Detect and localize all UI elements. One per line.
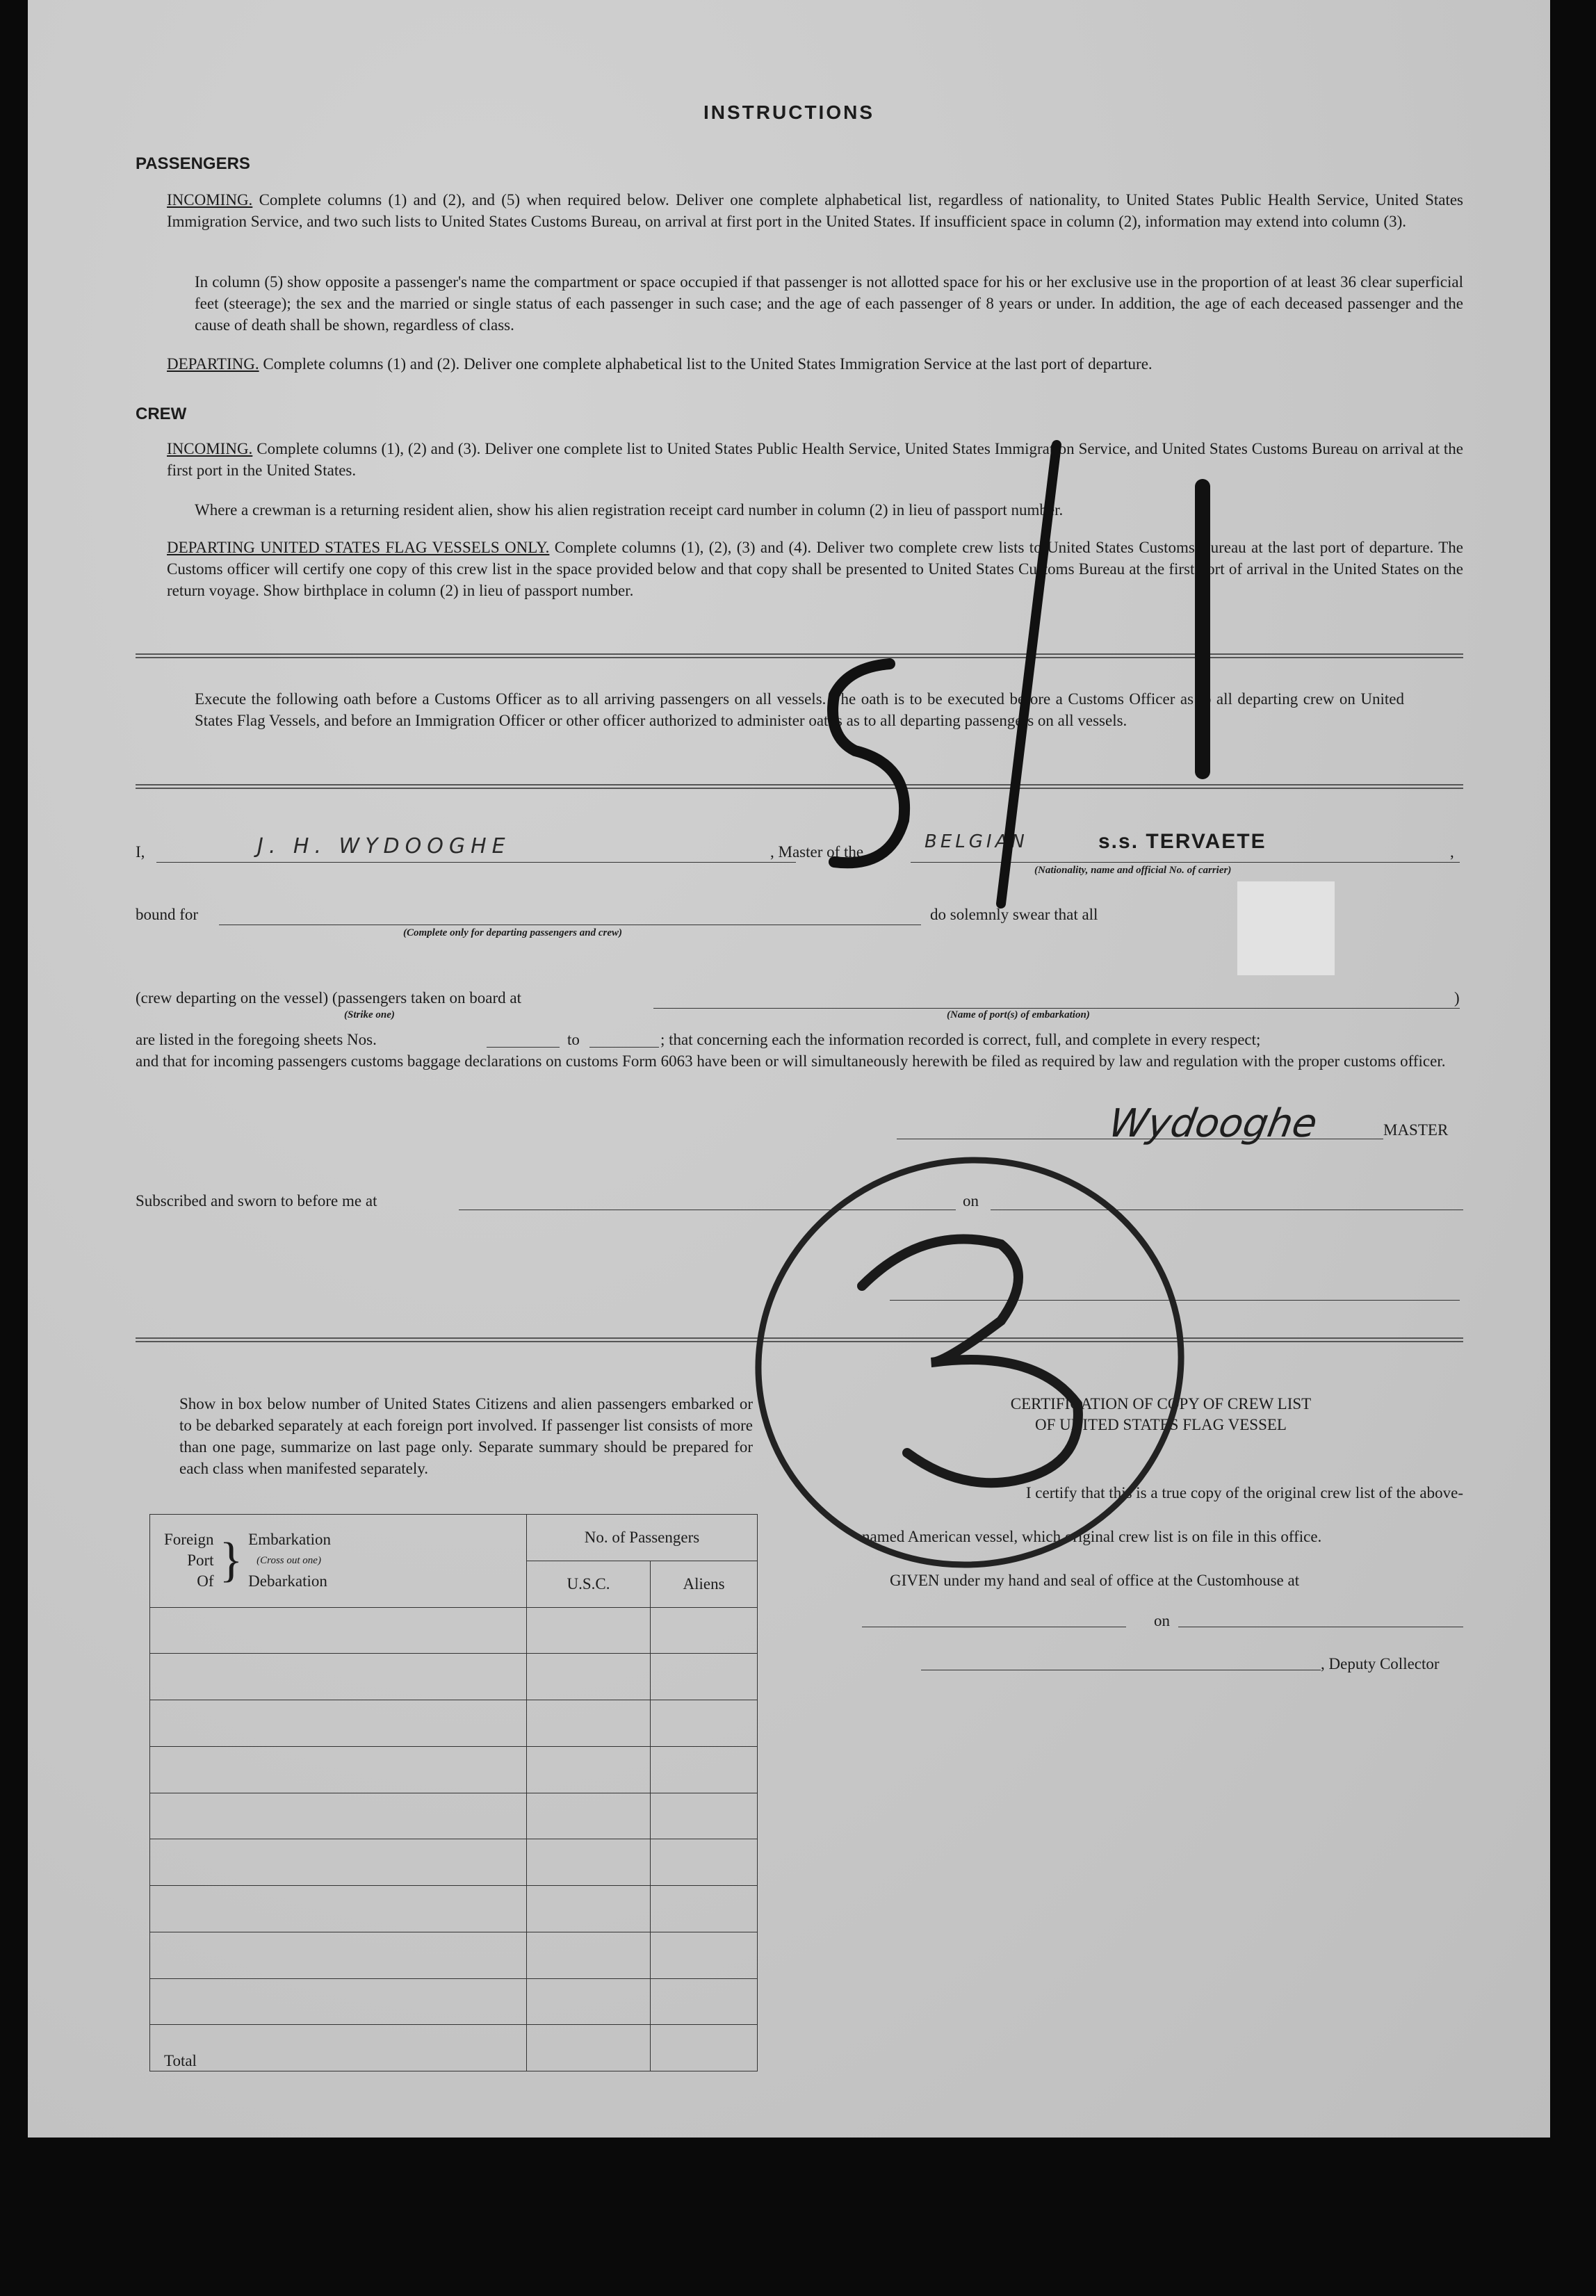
cross-out-note: (Cross out one) bbox=[256, 1555, 321, 1567]
handwritten-slash bbox=[1001, 445, 1057, 904]
carrier-note: (Nationality, name and official No. of carrier) bbox=[1034, 865, 1232, 876]
usc-header: U.S.C. bbox=[527, 1561, 651, 1607]
baggage-text: and that for incoming passengers customs baggage declarations on customs Form 6063 have been or will simultaneously herewith be filed as required by law and regulation with the proper customs officer. bbox=[136, 1052, 1446, 1070]
passengers-incoming-text: Complete columns (1) and (2), and (5) when required below. Deliver one complete alphabetical list, regardless of nationality, to United States Public Health Service, United States Immigration Service, and two such lists to United States Customs Bureau, on arrival at first port in the United States. If insufficient space in column (2), information may extend into column (3). bbox=[167, 191, 1464, 230]
oath-i-label: I, bbox=[136, 843, 145, 861]
subscribed-on-label: on bbox=[963, 1192, 979, 1210]
embarkation-label: Embarkation bbox=[248, 1531, 331, 1549]
passengers-heading: PASSENGERS bbox=[136, 154, 250, 173]
brace: } bbox=[219, 1533, 243, 1588]
subscribed-label: Subscribed and sworn to before me at bbox=[136, 1192, 377, 1210]
no-passengers-header: No. of Passengers bbox=[527, 1515, 758, 1561]
handwritten-marks bbox=[28, 0, 1550, 2138]
col1-foreign: Foreign bbox=[164, 1531, 214, 1549]
passengers-departing-label: DEPARTING. bbox=[167, 355, 259, 373]
master-label: MASTER bbox=[1383, 1121, 1449, 1139]
handwritten-five bbox=[833, 664, 904, 863]
nationality-handwritten: BELGIAN bbox=[925, 831, 1028, 852]
certification-text-3: GIVEN under my hand and seal of office at the Customhouse at bbox=[890, 1572, 1300, 1589]
vessel-name-stamp: s.s. TERVAETE bbox=[1098, 830, 1267, 853]
debarkation-label: Debarkation bbox=[248, 1572, 327, 1590]
port-note: (Name of port(s) of embarkation) bbox=[947, 1009, 1090, 1020]
listed-text-2: ; that concerning each the information recorded is correct, full, and complete in every respect; bbox=[660, 1031, 1261, 1048]
master-of-label: , Master of the bbox=[770, 843, 864, 861]
passengers-incoming-label: INCOMING. bbox=[167, 191, 253, 209]
deputy-collector-label: , Deputy Collector bbox=[1321, 1655, 1440, 1672]
certification-text-1: I certify that this is a true copy of the original crew list of the above- bbox=[1025, 1484, 1463, 1501]
col1-port: Port bbox=[187, 1552, 214, 1570]
bound-for-label: bound for bbox=[136, 906, 199, 923]
instructions-title: INSTRUCTIONS bbox=[703, 101, 874, 123]
master-signature: Wydooghe bbox=[1105, 1101, 1321, 1146]
passengers-column5-paragraph: In column (5) show opposite a passenger's name the compartment or space occupied if that passenger is not allotted space for his or her exclusive use in the proportion of at least 36 clear superficial feet (steerage); the sex and the married or single status of each passenger in such case; and the age of each passenger of 8 years or under. In addition, the age of each deceased passenger and the cause of death shall be shown, regardless of class. bbox=[195, 273, 1463, 334]
oath-instruction: Execute the following oath before a Customs Officer as to all arriving passengers on all vessels. The oath is to be executed before a Customs Officer as to all departing crew on United States Flag Vessels, and before an Immigration Officer or other officer authorized to administer oaths as to all departing passengers on all vessels. bbox=[195, 690, 1404, 729]
passengers-departing-text: Complete columns (1) and (2). Deliver one complete alphabetical list to the United States Immigration Service at the last port of departure. bbox=[263, 355, 1153, 373]
certification-title-1: CERTIFICATION OF COPY OF CREW LIST bbox=[1010, 1395, 1312, 1412]
strike-note: (Strike one) bbox=[344, 1009, 395, 1020]
handwritten-three bbox=[862, 1239, 1078, 1483]
certification-text-2: named American vessel, which original crew list is on file in this office. bbox=[862, 1528, 1322, 1545]
master-name-handwritten: J. H. WYDOOGHE bbox=[257, 834, 511, 858]
summary-instruction: Show in box below number of United States Citizens and alien passengers embarked or to be debarked separately at each foreign port involved. If passenger list consists of more than one page, summarize on last page only. Separate summary should be prepared for each class when manifested separately. bbox=[179, 1395, 753, 1477]
bound-for-note: (Complete only for departing passengers and crew) bbox=[403, 927, 622, 938]
aliens-header: Aliens bbox=[651, 1561, 758, 1607]
carrier-comma: , bbox=[1450, 843, 1454, 861]
certification-title-2: OF UNITED STATES FLAG VESSEL bbox=[1035, 1416, 1287, 1433]
port-close-paren: ) bbox=[1454, 989, 1460, 1007]
swear-text: do solemnly swear that all bbox=[930, 906, 1098, 923]
crew-resident-paragraph: Where a crewman is a returning resident alien, show his alien registration receipt card number in column (2) in lieu of passport number. bbox=[195, 501, 1064, 519]
listed-to: to bbox=[567, 1031, 580, 1048]
document-page bbox=[28, 0, 1550, 2138]
certification-on-label: on bbox=[1154, 1612, 1170, 1629]
listed-text-1: are listed in the foregoing sheets Nos. bbox=[136, 1031, 377, 1048]
crew-incoming-label: INCOMING. bbox=[167, 440, 253, 457]
crew-flag-text: Complete columns (1), (2), (3) and (4). Deliver two complete crew lists to United States Customs Bureau at the last port of departure. The Customs officer will certify one copy of this crew list in the space provided below and that copy shall be presented to United States Customs Bureau at the first port of arrival in the United States on the return voyage. Show birthplace in column (2) in lieu of passport number. bbox=[167, 539, 1464, 599]
total-label: Total bbox=[150, 2025, 527, 2071]
crew-departing-text: (crew departing on the vessel) (passengers taken on board at bbox=[136, 989, 521, 1007]
col1-of: Of bbox=[197, 1572, 214, 1590]
crew-incoming-text: Complete columns (1), (2) and (3). Deliver one complete list to United States Public Health Service, United States Immigration Service, and United States Customs Bureau on arrival at the first port in the United States. bbox=[167, 440, 1463, 479]
crew-flag-label: DEPARTING UNITED STATES FLAG VESSELS ONLY. bbox=[167, 539, 550, 556]
crew-heading: CREW bbox=[136, 405, 187, 423]
